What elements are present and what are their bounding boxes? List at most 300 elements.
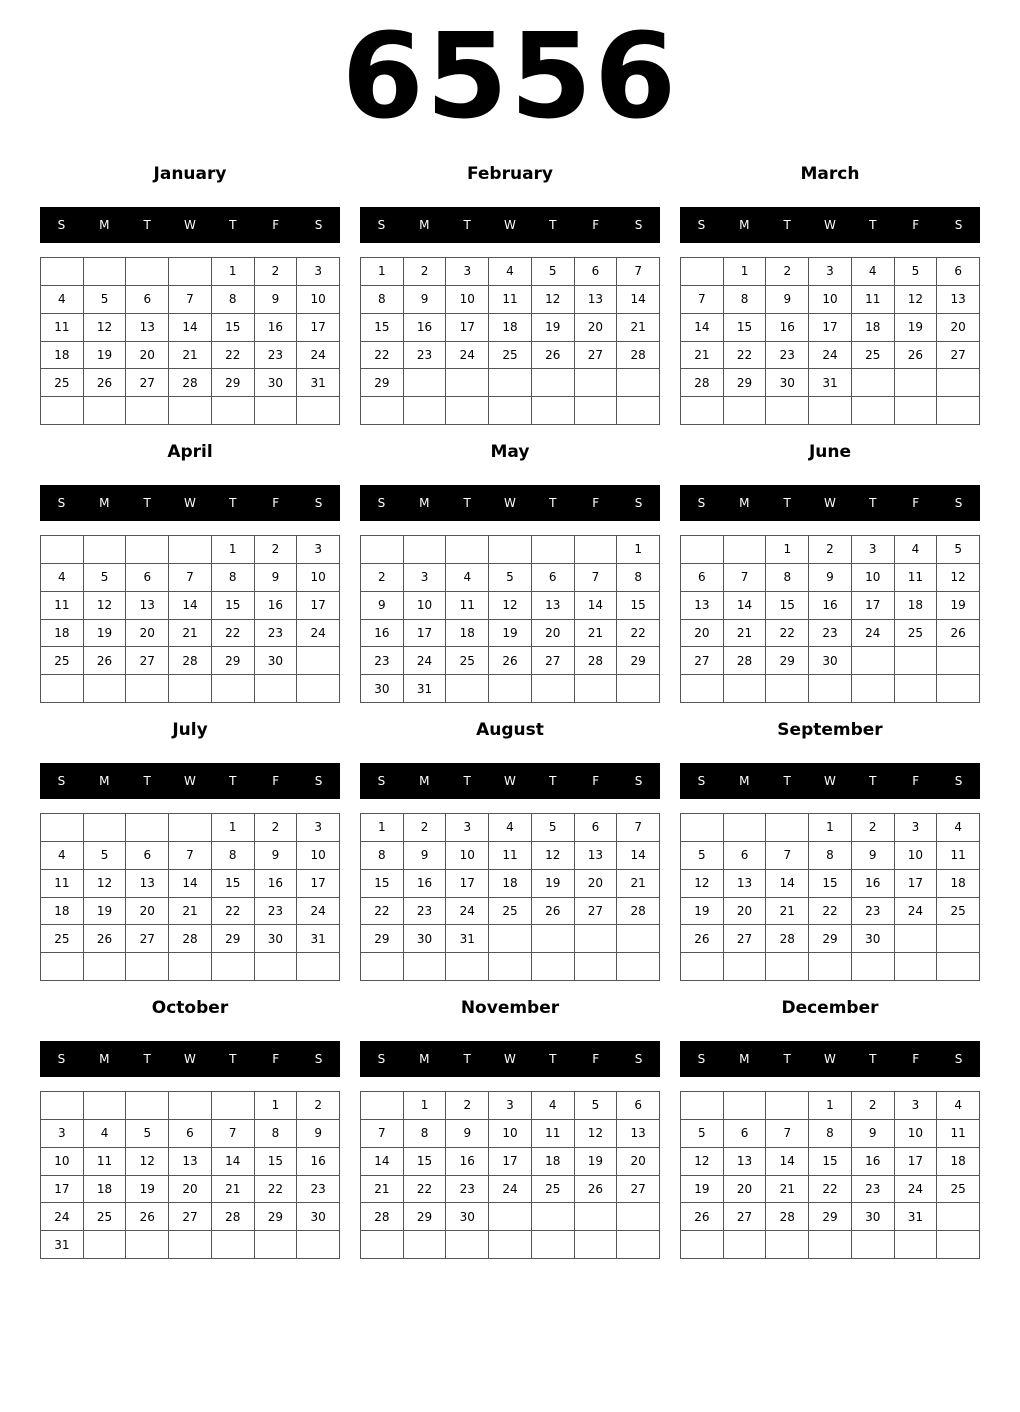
day-cell: 20 (724, 1176, 767, 1204)
day-cell: 21 (169, 342, 212, 370)
day-cell: 6 (724, 842, 767, 870)
day-cell: 8 (766, 564, 809, 592)
empty-day-cell (361, 536, 404, 564)
day-cell: 21 (169, 620, 212, 648)
day-cell: 8 (212, 842, 255, 870)
weekday-label: M (739, 774, 750, 788)
day-cell: 26 (681, 1203, 724, 1231)
days-grid (40, 813, 340, 981)
day-cell: 9 (255, 286, 298, 314)
empty-day-cell (681, 953, 724, 981)
day-cell: 20 (532, 620, 575, 648)
day-cell: 29 (212, 369, 255, 397)
weekday-label: T (143, 1052, 151, 1066)
empty-day-cell (446, 953, 489, 981)
day-cell: 14 (212, 1148, 255, 1176)
weekday-label: T (463, 218, 471, 232)
weekday-label: F (592, 774, 600, 788)
empty-day-cell (766, 814, 809, 842)
empty-day-cell (681, 675, 724, 703)
day-cell: 10 (297, 286, 340, 314)
day-cell: 7 (617, 258, 660, 286)
empty-day-cell (766, 1092, 809, 1120)
day-cell: 15 (809, 870, 852, 898)
empty-day-cell (297, 675, 340, 703)
day-cell: 18 (41, 620, 84, 648)
empty-day-cell (937, 369, 980, 397)
day-cell: 11 (41, 870, 84, 898)
weekday-label: S (954, 1052, 963, 1066)
weekday-label: F (272, 496, 280, 510)
empty-day-cell (126, 536, 169, 564)
day-cell: 23 (852, 1176, 895, 1204)
day-cell: 24 (446, 898, 489, 926)
month-name: June (808, 442, 852, 462)
empty-day-cell (41, 675, 84, 703)
weekday-header (680, 485, 980, 521)
day-cell: 7 (766, 842, 809, 870)
year-title: 6556 (341, 7, 679, 145)
empty-day-cell (84, 1231, 127, 1259)
empty-day-cell (532, 1203, 575, 1231)
weekday-label: T (783, 218, 791, 232)
empty-day-cell (532, 925, 575, 953)
day-cell: 24 (489, 1176, 532, 1204)
empty-day-cell (809, 953, 852, 981)
weekday-label: W (184, 496, 196, 510)
weekday-label: M (739, 218, 750, 232)
weekday-label: S (57, 774, 66, 788)
day-cell: 23 (297, 1176, 340, 1204)
empty-day-cell (575, 1231, 618, 1259)
day-cell: 18 (852, 314, 895, 342)
weekday-label: T (783, 774, 791, 788)
day-cell: 24 (852, 620, 895, 648)
empty-day-cell (84, 953, 127, 981)
day-cell: 12 (532, 842, 575, 870)
day-cell: 21 (724, 620, 767, 648)
day-cell: 26 (532, 342, 575, 370)
weekday-label: W (184, 218, 196, 232)
weekday-label: M (99, 496, 110, 510)
day-cell: 4 (41, 564, 84, 592)
day-cell: 26 (84, 925, 127, 953)
day-cell: 4 (852, 258, 895, 286)
day-cell: 30 (255, 647, 298, 675)
day-cell: 26 (681, 925, 724, 953)
day-cell: 8 (809, 1120, 852, 1148)
day-cell: 13 (126, 592, 169, 620)
weekday-label: T (229, 1052, 237, 1066)
empty-day-cell (852, 369, 895, 397)
day-cell: 3 (852, 536, 895, 564)
empty-day-cell (575, 1203, 618, 1231)
day-cell: 23 (361, 647, 404, 675)
day-cell: 26 (84, 647, 127, 675)
day-cell: 7 (169, 286, 212, 314)
day-cell: 2 (852, 1092, 895, 1120)
weekday-label: T (549, 1052, 557, 1066)
weekday-label: S (697, 218, 706, 232)
weekday-label: T (463, 496, 471, 510)
weekday-label: F (592, 218, 600, 232)
empty-day-cell (126, 675, 169, 703)
day-cell: 19 (489, 620, 532, 648)
weekday-label: F (272, 774, 280, 788)
empty-day-cell (532, 536, 575, 564)
weekday-label: M (419, 496, 430, 510)
day-cell: 18 (489, 870, 532, 898)
day-cell: 27 (617, 1176, 660, 1204)
day-cell: 18 (41, 342, 84, 370)
empty-day-cell (84, 536, 127, 564)
empty-day-cell (84, 258, 127, 286)
day-cell: 24 (41, 1203, 84, 1231)
day-cell: 19 (681, 898, 724, 926)
day-cell: 16 (809, 592, 852, 620)
empty-day-cell (895, 675, 938, 703)
empty-day-cell (446, 1231, 489, 1259)
day-cell: 14 (169, 870, 212, 898)
weekday-label: T (549, 774, 557, 788)
weekday-label: M (99, 1052, 110, 1066)
day-cell: 8 (809, 842, 852, 870)
day-cell: 13 (724, 1148, 767, 1176)
weekday-header (680, 207, 980, 243)
day-cell: 4 (937, 1092, 980, 1120)
empty-day-cell (84, 397, 127, 425)
day-cell: 11 (852, 286, 895, 314)
day-cell: 2 (297, 1092, 340, 1120)
empty-day-cell (617, 953, 660, 981)
day-cell: 11 (84, 1148, 127, 1176)
day-cell: 29 (212, 925, 255, 953)
day-cell: 2 (404, 258, 447, 286)
day-cell: 28 (617, 342, 660, 370)
day-cell: 13 (617, 1120, 660, 1148)
day-cell: 23 (255, 342, 298, 370)
day-cell: 23 (255, 620, 298, 648)
weekday-label: T (549, 218, 557, 232)
day-cell: 16 (404, 314, 447, 342)
weekday-label: M (419, 774, 430, 788)
day-cell: 27 (937, 342, 980, 370)
weekday-label: W (824, 1052, 836, 1066)
day-cell: 16 (766, 314, 809, 342)
weekday-header (40, 485, 340, 521)
empty-day-cell (617, 369, 660, 397)
day-cell: 27 (169, 1203, 212, 1231)
empty-day-cell (41, 536, 84, 564)
day-cell: 2 (255, 258, 298, 286)
weekday-label: T (783, 1052, 791, 1066)
day-cell: 9 (255, 564, 298, 592)
empty-day-cell (255, 953, 298, 981)
day-cell: 25 (852, 342, 895, 370)
day-cell: 9 (255, 842, 298, 870)
empty-day-cell (212, 1092, 255, 1120)
day-cell: 21 (681, 342, 724, 370)
weekday-label: F (592, 496, 600, 510)
day-cell: 2 (255, 814, 298, 842)
day-cell: 22 (724, 342, 767, 370)
day-cell: 18 (937, 870, 980, 898)
day-cell: 6 (126, 564, 169, 592)
empty-day-cell (404, 536, 447, 564)
day-cell: 21 (169, 898, 212, 926)
day-cell: 11 (895, 564, 938, 592)
day-cell: 28 (766, 925, 809, 953)
day-cell: 29 (766, 647, 809, 675)
day-cell: 18 (446, 620, 489, 648)
empty-day-cell (575, 397, 618, 425)
empty-day-cell (489, 953, 532, 981)
day-cell: 3 (809, 258, 852, 286)
day-cell: 12 (532, 286, 575, 314)
weekday-label: W (504, 496, 516, 510)
day-cell: 23 (404, 898, 447, 926)
empty-day-cell (575, 675, 618, 703)
empty-day-cell (126, 1231, 169, 1259)
empty-day-cell (766, 953, 809, 981)
day-cell: 15 (212, 592, 255, 620)
weekday-label: S (314, 774, 323, 788)
day-cell: 3 (895, 814, 938, 842)
empty-day-cell (126, 953, 169, 981)
empty-day-cell (212, 1231, 255, 1259)
day-cell: 17 (852, 592, 895, 620)
day-cell: 20 (126, 342, 169, 370)
day-cell: 8 (212, 286, 255, 314)
day-cell: 18 (489, 314, 532, 342)
day-cell: 24 (809, 342, 852, 370)
day-cell: 31 (404, 675, 447, 703)
day-cell: 3 (895, 1092, 938, 1120)
day-cell: 11 (41, 592, 84, 620)
day-cell: 23 (255, 898, 298, 926)
weekday-label: T (783, 496, 791, 510)
day-cell: 27 (724, 925, 767, 953)
day-cell: 19 (84, 342, 127, 370)
weekday-label: T (869, 218, 877, 232)
day-cell: 4 (446, 564, 489, 592)
day-cell: 11 (446, 592, 489, 620)
empty-day-cell (41, 1092, 84, 1120)
day-cell: 16 (852, 870, 895, 898)
day-cell: 17 (297, 870, 340, 898)
empty-day-cell (446, 675, 489, 703)
weekday-header (360, 1041, 660, 1077)
day-cell: 25 (489, 342, 532, 370)
day-cell: 1 (809, 814, 852, 842)
day-cell: 30 (255, 369, 298, 397)
days-grid (360, 257, 660, 425)
weekday-header (40, 763, 340, 799)
empty-day-cell (84, 814, 127, 842)
empty-day-cell (766, 397, 809, 425)
day-cell: 22 (809, 1176, 852, 1204)
day-cell: 12 (937, 564, 980, 592)
day-cell: 7 (617, 814, 660, 842)
day-cell: 14 (361, 1148, 404, 1176)
day-cell: 8 (404, 1120, 447, 1148)
day-cell: 3 (41, 1120, 84, 1148)
empty-day-cell (297, 1231, 340, 1259)
day-cell: 13 (126, 314, 169, 342)
days-grid (40, 257, 340, 425)
day-cell: 5 (532, 814, 575, 842)
day-cell: 17 (446, 314, 489, 342)
day-cell: 28 (169, 369, 212, 397)
day-cell: 4 (895, 536, 938, 564)
weekday-label: M (419, 218, 430, 232)
day-cell: 6 (126, 842, 169, 870)
day-cell: 15 (361, 314, 404, 342)
weekday-label: S (634, 218, 643, 232)
day-cell: 29 (809, 1203, 852, 1231)
weekday-label: S (634, 496, 643, 510)
day-cell: 31 (297, 925, 340, 953)
day-cell: 19 (84, 620, 127, 648)
weekday-label: F (272, 1052, 280, 1066)
empty-day-cell (724, 675, 767, 703)
day-cell: 18 (532, 1148, 575, 1176)
day-cell: 14 (724, 592, 767, 620)
day-cell: 17 (446, 870, 489, 898)
weekday-label: W (504, 1052, 516, 1066)
days-grid (360, 535, 660, 703)
empty-day-cell (937, 397, 980, 425)
day-cell: 27 (126, 647, 169, 675)
weekday-label: S (697, 774, 706, 788)
weekday-label: T (463, 1052, 471, 1066)
day-cell: 20 (617, 1148, 660, 1176)
weekday-label: F (912, 218, 920, 232)
day-cell: 29 (809, 925, 852, 953)
day-cell: 25 (41, 369, 84, 397)
day-cell: 9 (809, 564, 852, 592)
day-cell: 22 (361, 342, 404, 370)
day-cell: 19 (575, 1148, 618, 1176)
day-cell: 30 (255, 925, 298, 953)
weekday-header (40, 207, 340, 243)
day-cell: 27 (575, 342, 618, 370)
empty-day-cell (212, 953, 255, 981)
day-cell: 31 (446, 925, 489, 953)
weekday-label: S (697, 1052, 706, 1066)
day-cell: 22 (255, 1176, 298, 1204)
empty-day-cell (681, 1231, 724, 1259)
weekday-label: S (954, 496, 963, 510)
month-name: April (167, 442, 213, 462)
day-cell: 11 (532, 1120, 575, 1148)
day-cell: 30 (852, 1203, 895, 1231)
empty-day-cell (532, 397, 575, 425)
day-cell: 6 (617, 1092, 660, 1120)
day-cell: 21 (766, 1176, 809, 1204)
empty-day-cell (404, 397, 447, 425)
empty-day-cell (41, 258, 84, 286)
day-cell: 16 (361, 620, 404, 648)
empty-day-cell (937, 675, 980, 703)
day-cell: 25 (84, 1203, 127, 1231)
day-cell: 10 (446, 286, 489, 314)
month-name: November (460, 998, 560, 1018)
empty-day-cell (532, 953, 575, 981)
day-cell: 16 (255, 592, 298, 620)
day-cell: 3 (446, 258, 489, 286)
day-cell: 27 (126, 925, 169, 953)
empty-day-cell (724, 1092, 767, 1120)
empty-day-cell (681, 814, 724, 842)
day-cell: 6 (575, 258, 618, 286)
empty-day-cell (852, 675, 895, 703)
empty-day-cell (937, 953, 980, 981)
day-cell: 20 (126, 620, 169, 648)
empty-day-cell (532, 369, 575, 397)
day-cell: 22 (404, 1176, 447, 1204)
day-cell: 10 (297, 842, 340, 870)
weekday-label: T (229, 496, 237, 510)
weekday-label: S (377, 496, 386, 510)
day-cell: 9 (852, 842, 895, 870)
day-cell: 20 (724, 898, 767, 926)
weekday-label: M (739, 496, 750, 510)
day-cell: 17 (297, 314, 340, 342)
day-cell: 31 (41, 1231, 84, 1259)
day-cell: 8 (212, 564, 255, 592)
day-cell: 15 (617, 592, 660, 620)
day-cell: 23 (809, 620, 852, 648)
day-cell: 15 (766, 592, 809, 620)
day-cell: 4 (532, 1092, 575, 1120)
empty-day-cell (169, 1231, 212, 1259)
empty-day-cell (852, 953, 895, 981)
day-cell: 1 (404, 1092, 447, 1120)
empty-day-cell (361, 953, 404, 981)
day-cell: 2 (809, 536, 852, 564)
day-cell: 4 (84, 1120, 127, 1148)
day-cell: 5 (681, 842, 724, 870)
day-cell: 13 (681, 592, 724, 620)
day-cell: 5 (126, 1120, 169, 1148)
day-cell: 7 (766, 1120, 809, 1148)
day-cell: 14 (766, 870, 809, 898)
empty-day-cell (809, 1231, 852, 1259)
day-cell: 20 (937, 314, 980, 342)
day-cell: 13 (724, 870, 767, 898)
day-cell: 3 (446, 814, 489, 842)
empty-day-cell (766, 675, 809, 703)
month-name: August (476, 720, 544, 740)
weekday-header (40, 1041, 340, 1077)
day-cell: 26 (575, 1176, 618, 1204)
day-cell: 29 (361, 369, 404, 397)
day-cell: 22 (809, 898, 852, 926)
weekday-label: F (272, 218, 280, 232)
days-grid (680, 535, 980, 703)
month-name: February (466, 164, 554, 184)
day-cell: 1 (212, 258, 255, 286)
day-cell: 26 (84, 369, 127, 397)
day-cell: 9 (404, 842, 447, 870)
day-cell: 17 (895, 1148, 938, 1176)
day-cell: 11 (937, 1120, 980, 1148)
day-cell: 1 (617, 536, 660, 564)
day-cell: 18 (895, 592, 938, 620)
empty-day-cell (681, 258, 724, 286)
day-cell: 2 (361, 564, 404, 592)
